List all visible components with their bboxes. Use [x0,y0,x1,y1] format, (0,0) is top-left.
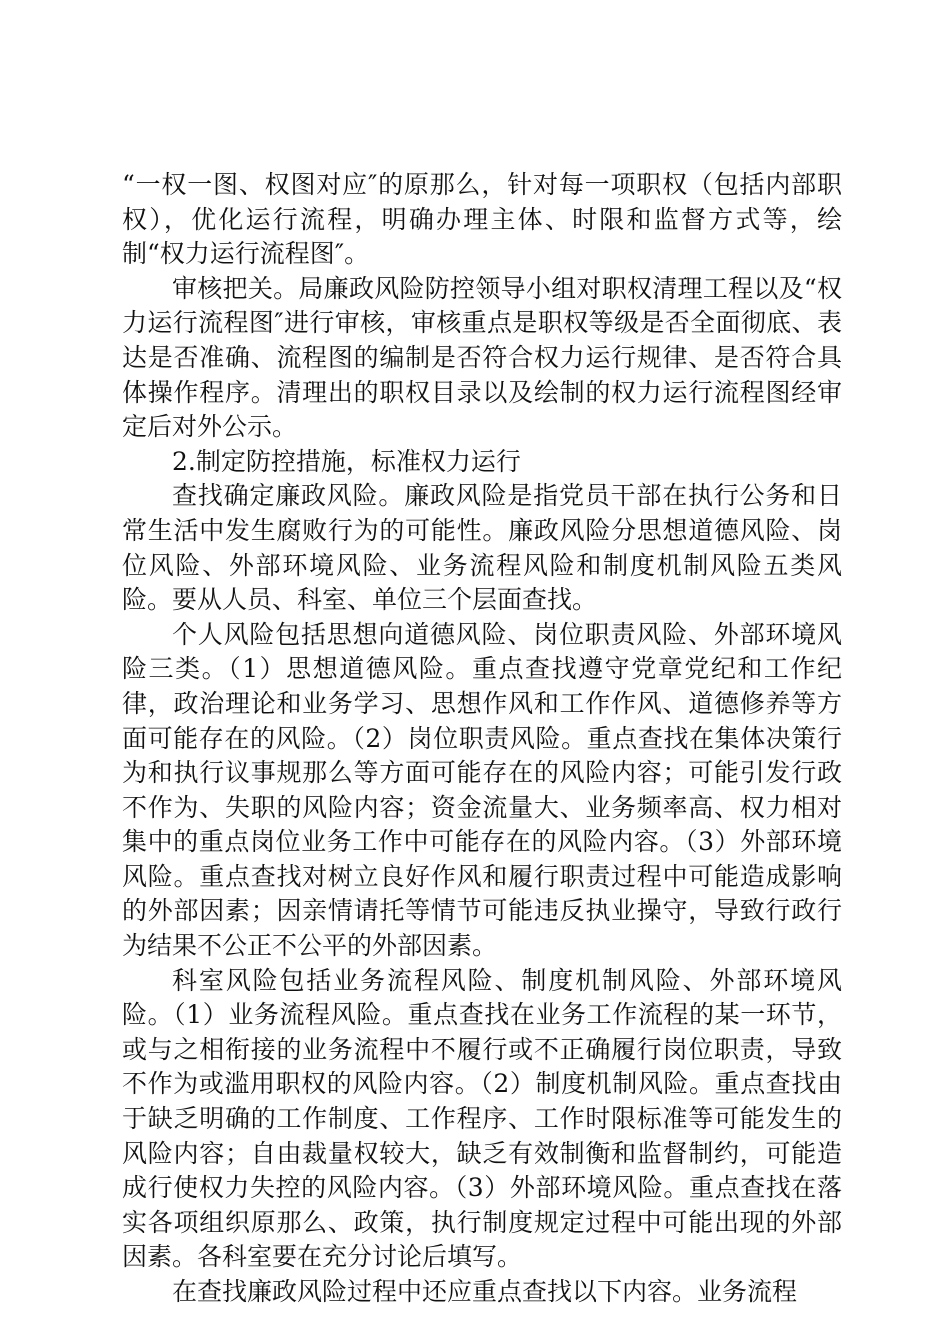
section-heading-prevention-measures: 2.制定防控措施，标准权力运行 [172,446,521,476]
paragraph-review-check: 审核把关。局廉政风险防控领导小组对职权清理工程以及“权力运行流程图″进行审核，审核重点是职权等级是否全面彻底、表达是否准确、流程图的编制是否符合权力运行规律、是否符合具体操作程序。清理出的职权目录以及绘制的权力运行流程图经审定后对外公示。 [122,273,842,442]
document-page [122,168,842,1310]
paragraph-intro-continuation: “一权一图、权图对应″的原那么，针对每一项职权（包括内部职权），优化运行流程，明确办理主体、时限和监督方式等，绘制“权力运行流程图″。 [122,170,842,269]
paragraph-department-risks: 科室风险包括业务流程风险、制度机制风险、外部环境风险。（1）业务流程风险。重点查找在业务工作流程的某一环节，或与之相衔接的业务流程中不履行或不正确履行岗位职责，导致不作为或滥用职权的风险内容。（2）制度机制风险。重点查找由于缺乏明确的工作制度、工作程序、工作时限标准等可能发生的风险内容；自由裁量权较大，缺乏有效制衡和监督制约，可能造成行使权力失控的风险内容。（3）外部环境风险。重点查找在落实各项组织原那么、政策，执行制度规定过程中可能出现的外部因素。各科室要在充分讨论后填写。 [122,965,842,1272]
paragraph-personal-risks: 个人风险包括思想向道德风险、岗位职责风险、外部环境风险三类。（1）思想道德风险。重点查找遵守党章党纪和工作纪律，政治理论和业务学习、思想作风和工作作风、道德修养等方面可能存在的风险。（2）岗位职责风险。重点查找在集体决策行为和执行议事规那么等方面可能存在的风险内容；可能引发行政不作为、失职的风险内容；资金流量大、业务频率高、权力相对集中的重点岗位业务工作中可能存在的风险内容。（3）外部环境风险。重点查找对树立良好作风和履行职责过程中可能造成影响的外部因素；因亲情请托等情节可能违反执业操守，导致行政行为结果不公正不公平的外部因素。 [122,619,842,961]
paragraph-additional-checks: 在查找廉政风险过程中还应重点查找以下内容。业务流程 [172,1277,798,1306]
paragraph-identify-risks: 查找确定廉政风险。廉政风险是指党员干部在执行公务和日常生活中发生腐败行为的可能性。廉政风险分思想道德风险、岗位风险、外部环境风险、业务流程风险和制度机制风险五类风险。要从人员、科室、单位三个层面查找。 [122,481,842,615]
